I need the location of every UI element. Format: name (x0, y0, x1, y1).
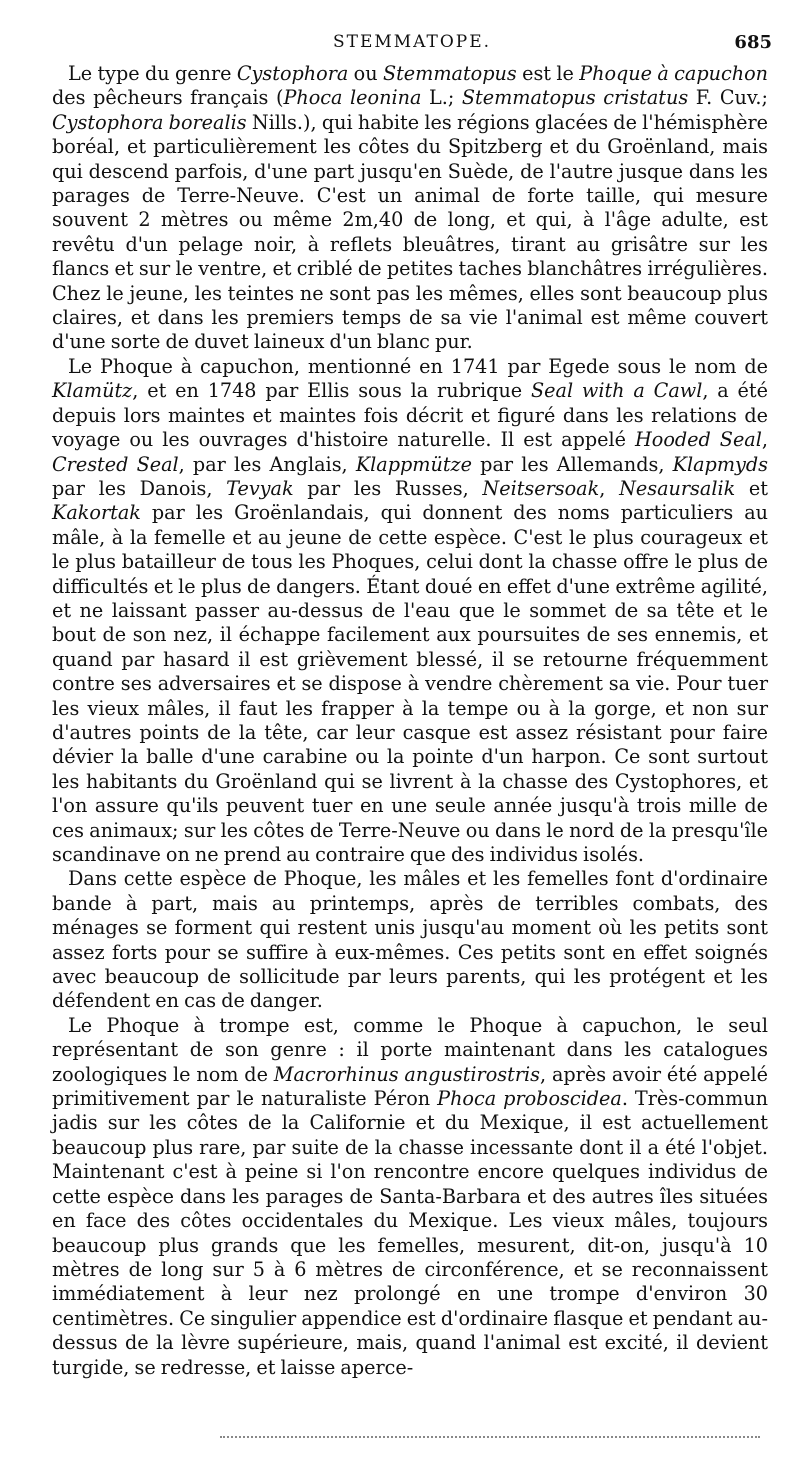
italic-term: Hooded Seal (635, 428, 762, 452)
paragraph-hooded-seal-breeding (52, 867, 768, 1013)
italic-term: Nesaursalik (619, 476, 736, 500)
text-run: , (599, 476, 620, 500)
text-run: , après avoir été appelé primitivement par le naturaliste Péron (52, 1062, 768, 1111)
italic-term: Klamütz (52, 379, 133, 403)
text-run: , (761, 428, 768, 452)
italic-term: Neitsersoak (482, 476, 600, 500)
text-run: L.; (421, 86, 462, 110)
text-run: par les Groënlandais, qui donnent des noms particuliers au mâle, à la femelle et au jeune de cette espèce. C'est le plus courageux et le plus batailleur de tous les Phoques, celui dont la chasse offre le plus de difficultés et le plus de dangers. Étant doué en effet d'une extrême agilité, et ne laissant passer au-dessus de l'eau que le sommet de sa tête et le bout de son nez, il échappe facilement aux poursuites de ses ennemis, et quand par hasard il est grièvement blessé, il se retourne fréquemment contre ses adversaires et se dispose à vendre chèrement sa vie. Pour tuer les vieux mâles, il faut les frapper à la tempe ou à la gorge, et non sur d'autres points de la tête, car leur casque est assez résistant pour faire dévier la balle d'une carabine ou la pointe d'un harpon. Ce sont surtout les habitants du Groënland qui se livrent à la chasse des Cystophores, et l'on assure qu'ils peuvent tuer en une seule année jusqu'à trois mille de ces animaux; sur les côtes de Terre-Neuve ou dans le nord de la presqu'île scandinave on ne prend au contraire que des individus isolés. (52, 501, 768, 866)
text-run: par les Danois, (52, 476, 227, 500)
page-number: 685 (734, 32, 772, 53)
page-header (52, 30, 772, 58)
text-run: et (735, 476, 768, 500)
text-run: Le type du genre (68, 62, 237, 85)
italic-term: Phoca leonina (283, 86, 422, 110)
italic-term: Stemmatopus (382, 62, 517, 85)
italic-term: Klappmütze (355, 452, 473, 476)
text-run: Le Phoque à capuchon, mentionné en 1741 par Egede sous le nom de (68, 354, 768, 378)
text-run: Le Phoque à trompe est, comme le Phoque à capuchon, le seul représentant de son genre : il porte maintenant dans les catalogues zoologiques le nom de (52, 1013, 768, 1086)
paragraph-hooded-seal-description (52, 62, 768, 355)
italic-term: Phoque à capuchon (579, 62, 769, 85)
text-run: ou (348, 62, 383, 85)
text-run: est le (516, 62, 580, 85)
text-run: F. Cuv.; (688, 86, 768, 110)
text-run: des pêcheurs français ( (52, 86, 284, 110)
italic-term: Stemmatopus cristatus (461, 86, 689, 110)
text-run: , a été depuis lors maintes et maintes fois décrit et figuré dans les relations de voyage ou les ouvrages d'histoire naturelle. Il est appelé (52, 379, 768, 452)
text-run: , par les Anglais, (178, 452, 356, 476)
italic-term: Kakortak (52, 501, 141, 525)
italic-term: Tevyak (226, 476, 294, 500)
italic-term: Klapmyds (672, 452, 768, 476)
text-run: par les Russes, (293, 476, 483, 500)
text-run: Dans cette espèce de Phoque, les mâles et les femelles font d'ordinaire bande à part, mais au printemps, après de terribles combats, des ménages se forment qui restent unis jusqu'au moment où les petits sont assez forts pour se suffire à eux-mêmes. Ces petits sont en effet soignés avec beaucoup de sollicitude par leurs parents, qui les protégent et les défendent en cas de danger. (52, 867, 768, 1013)
bottom-rule (220, 1436, 760, 1440)
italic-term: Phoca proboscidea (437, 1087, 622, 1111)
text-run: Nills.), qui habite les régions glacées de l'hémisphère boréal, et particulièrement les côtes du Spitzberg et du Groënland, mais qui descend parfois, d'une part jusqu'en Suède, de l'autre jusque dans les parages de Terre-Neuve. C'est un animal de forte taille, qui mesure souvent 2 mètres ou même 2m,40 de long, et qui, à l'âge adulte, est revêtu d'un pelage noir, à reflets bleuâtres, tirant au grisâtre sur les flancs et sur le ventre, et criblé de petites taches blanchâtres irrégulières. Chez le jeune, les teintes ne sont pas les mêmes, elles sont beaucoup plus claires, et dans les premiers temps de sa vie l'animal est même couvert d'une sorte de duvet laineux d'un blanc pur. (52, 110, 768, 354)
text-run: , et en 1748 par Ellis sous la rubrique (132, 379, 531, 403)
paragraph-hooded-seal-names-and-hunting (52, 355, 768, 868)
italic-term: Cystophora borealis (52, 110, 247, 134)
italic-term: Macrorhinus angustirostris (273, 1062, 540, 1086)
running-title: STEMMATOPE. (332, 32, 492, 52)
text-run: . Très-commun jadis sur les côtes de la Californie et du Mexique, il est actuellement beaucoup plus rare, par suite de la chasse incessante dont il a été l'objet. Maintenant c'est à peine si l'on rencontre encore quelques individus de cette espèce dans les parages de Santa-Barbara et des autres îles situées en face des côtes occidentales du Mexique. Les vieux mâles, toujours beaucoup plus grands que les femelles, mesurent, dit-on, jusqu'à 10 mètres de long sur 5 à 6 mètres de circonférence, et se reconnaissent immédiatement à leur nez prolongé en une trompe d'environ 30 centimètres. Ce singulier appendice est d'ordinaire flasque et pendant au-dessus de la lèvre supérieure, mais, quand l'animal est excité, il devient turgide, se redresse, et laisse aperce- (52, 1087, 768, 1379)
paragraph-elephant-seal (52, 1014, 768, 1380)
italic-term: Crested Seal (52, 452, 179, 476)
body-text (52, 62, 768, 1380)
italic-term: Cystophora (236, 62, 349, 85)
text-run: par les Allemands, (472, 452, 673, 476)
italic-term: Seal with a Cawl (531, 379, 703, 403)
